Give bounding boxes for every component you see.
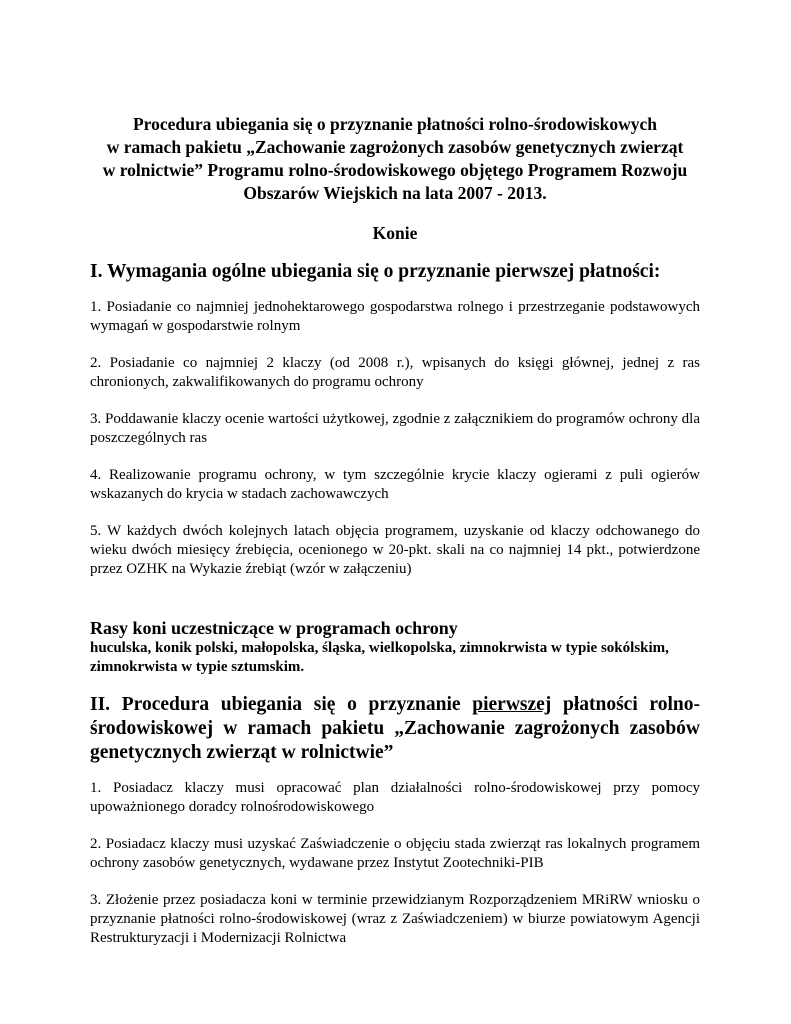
- document-title: [90, 113, 700, 205]
- requirement-item: 4. Realizowanie programu ochrony, w tym szczególnie krycie klaczy ogierami z puli ogierów wskazanych do krycia w stadach zachowawczych: [90, 467, 700, 502]
- document-subtitle: Konie: [372, 223, 418, 243]
- requirement-item: 2. Posiadanie co najmniej 2 klaczy (od 2008 r.), wpisanych do księgi głównej, jednej z ras chronionych, zakwalifikowanych do programu ochrony: [90, 355, 700, 390]
- title-line: w ramach pakietu „Zachowanie zagrożonych zasobów genetycznych zwierząt: [106, 137, 684, 157]
- document-page: [90, 113, 700, 948]
- breeds-list: huculska, konik polski, małopolska, śląska, wielkopolska, zimnokrwista w typie sokólskim, zimnokrwista w typie sztumskim.: [90, 640, 669, 675]
- procedure-item: 3. Złożenie przez posiadacza koni w terminie przewidzianym Rozporządzeniem MRiRW wniosku o przyznanie płatności rolno-środowiskowej (wraz z Zaświadczeniem) w biurze powiatowym Agencji Restrukturyzacji i Modernizacji Rolnictwa: [90, 892, 700, 946]
- section-1-heading: I. Wymagania ogólne ubiegania się o przyznanie pierwszej płatności:: [90, 261, 661, 282]
- title-line: Procedura ubiegania się o przyznanie płatności rolno-środowiskowych: [132, 114, 658, 134]
- breeds-heading: Rasy koni uczestniczące w programach ochrony: [90, 618, 458, 638]
- procedure-item: 1. Posiadacz klaczy musi opracować plan działalności rolno-środowiskowej przy pomocy upoważnionego doradcy rolnośrodowiskowego: [90, 780, 700, 815]
- requirement-item: 5. W każdych dwóch kolejnych latach objęcia programem, uzyskanie od klaczy odchowanego do wieku dwóch miesięcy źrebięcia, ocenionego w 20-pkt. skali na co najmniej 14 pkt., potwierdzone przez OZHK na Wykazie źrebiąt (wzór w załączeniu): [90, 523, 700, 577]
- section-2-heading-underlined: pierwszej: [472, 694, 552, 715]
- title-line: w rolnictwie” Programu rolno-środowiskowego objętego Programem Rozwoju: [102, 160, 688, 180]
- requirement-item: 1. Posiadanie co najmniej jednohektarowego gospodarstwa rolnego i przestrzeganie podstawowych wymagań w gospodarstwie rolnym: [90, 299, 700, 334]
- requirement-item: 3. Poddawanie klaczy ocenie wartości użytkowej, zgodnie z załącznikiem do programów ochrony dla poszczególnych ras: [90, 411, 700, 446]
- section-2-heading: [90, 693, 700, 765]
- procedure-item: 2. Posiadacz klaczy musi uzyskać Zaświadczenie o objęciu stada zwierząt ras lokalnych programem ochrony zasobów genetycznych, wydawane przez Instytut Zootechniki-PIB: [90, 836, 700, 871]
- title-line: Obszarów Wiejskich na lata 2007 - 2013.: [243, 183, 547, 203]
- section-2-heading-part2: płatności rolno-środowiskowej w ramach pakietu „Zachowanie zagrożonych zasobów genetycznych zwierząt w rolnictwie”: [90, 694, 700, 763]
- section-2-heading-part1: II. Procedura ubiegania się o przyznanie: [90, 694, 473, 715]
